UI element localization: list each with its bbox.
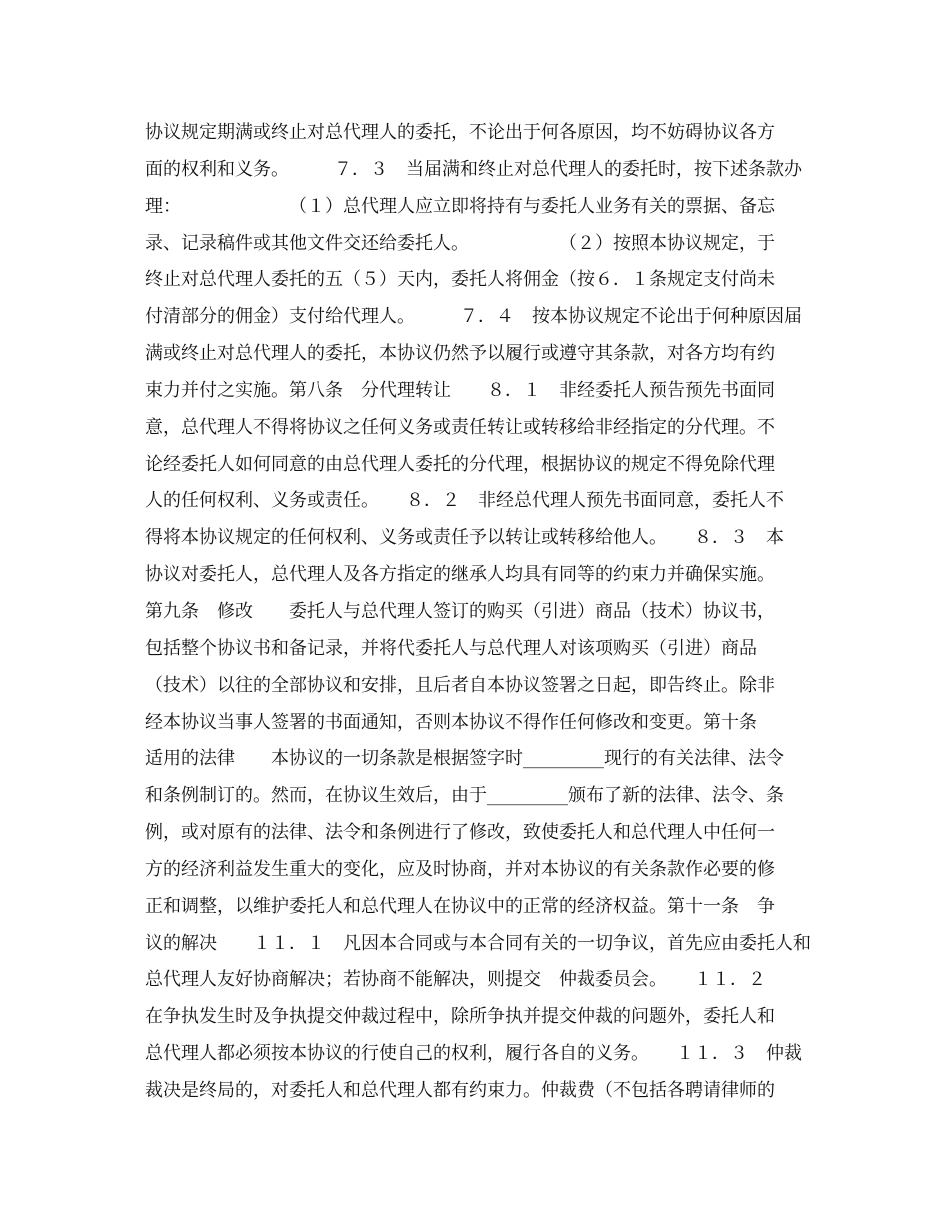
text-line: 录、记录稿件或其他文件交还给委托人。 （２）按照本协议规定，于 (145, 232, 775, 254)
text-line: 和条例制订的。然而，在协议生效后，由于_________颁布了新的法律、法令、条 (145, 785, 784, 807)
text-line: 满或终止对总代理人的委托，本协议仍然予以履行或遵守其条款，对各方均有约 (145, 343, 775, 365)
text-line: 协议规定期满或终止对总代理人的委托，不论出于何各原因，均不妨碍协议各方 (145, 122, 775, 143)
text-line: （技术）以往的全部协议和安排，且后者自本协议签署之日起，即告终止。除非 (145, 674, 775, 696)
text-line: 经本协议当事人签署的书面通知，否则本协议不得作任何修改和变更。第十条 (145, 711, 757, 733)
text-line: 意，总代理人不得将协议之任何义务或责任转让或转移给非经指定的分代理。不 (145, 416, 775, 438)
text-line: 得将本协议规定的任何权利、义务或责任予以转让或转移给他人。 ８．３ 本 (145, 527, 784, 549)
text-line: 在争执发生时及争执提交仲裁过程中，除所争执并提交仲裁的问题外，委托人和 (145, 1006, 775, 1028)
text-line: 终止对总代理人委托的五（５）天内，委托人将佣金（按６．１条规定支付尚未 (145, 269, 775, 291)
text-line: 包括整个协议书和备记录，并将代委托人与总代理人对该项购买（引进）商品 (145, 637, 757, 659)
body-text (145, 115, 815, 1110)
text-line: 议的解决 １１．１ 凡因本合同或与本合同有关的一切争议，首先应由委托人和 (145, 932, 811, 954)
text-line: 第九条 修改 委托人与总代理人签订的购买（引进）商品（技术）协议书， (145, 600, 775, 622)
text-line: 面的权利和义务。 ７．３ 当届满和终止对总代理人的委托时，按下述条款办 (145, 158, 802, 180)
text-line: 付清部分的佣金）支付给代理人。 ７．４ 按本协议规定不论出于何种原因届 (145, 306, 802, 328)
text-line: 总代理人都必须按本协议的行使自己的权利，履行各自的义务。 １１．３ 仲裁 (145, 1043, 802, 1065)
text-line: 协议对委托人，总代理人及各方指定的继承人均具有同等的约束力并确保实施。 (145, 564, 775, 586)
text-line: 束力并付之实施。第八条 分代理转让 ８．１ 非经委托人预告预先书面同 (145, 379, 775, 401)
text-line: 总代理人友好协商解决；若协商不能解决，则提交 仲裁委员会。 １１．２ (145, 969, 766, 991)
text-line: 例，或对原有的法律、法令和条例进行了修改，致使委托人和总代理人中任何一 (145, 822, 775, 844)
text-line: 适用的法律 本协议的一切条款是根据签字时_________现行的有关法律、法令 (145, 748, 784, 770)
text-line: 裁决是终局的，对委托人和总代理人都有约束力。仲裁费（不包括各聘请律师的 (145, 1079, 775, 1101)
text-line: 正和调整，以维护委托人和总代理人在协议中的正常的经济权益。第十一条 争 (145, 895, 775, 917)
text-line: 人的任何权利、义务或责任。 ８．２ 非经总代理人预先书面同意，委托人不 (145, 490, 784, 512)
text-line: 理： （１）总代理人应立即将持有与委托人业务有关的票据、备忘 (145, 195, 775, 217)
text-line: 方的经济利益发生重大的变化，应及时协商，并对本协议的有关条款作必要的修 (145, 858, 775, 880)
text-line: 论经委托人如何同意的由总代理人委托的分代理，根据协议的规定不得免除代理 (145, 453, 775, 475)
